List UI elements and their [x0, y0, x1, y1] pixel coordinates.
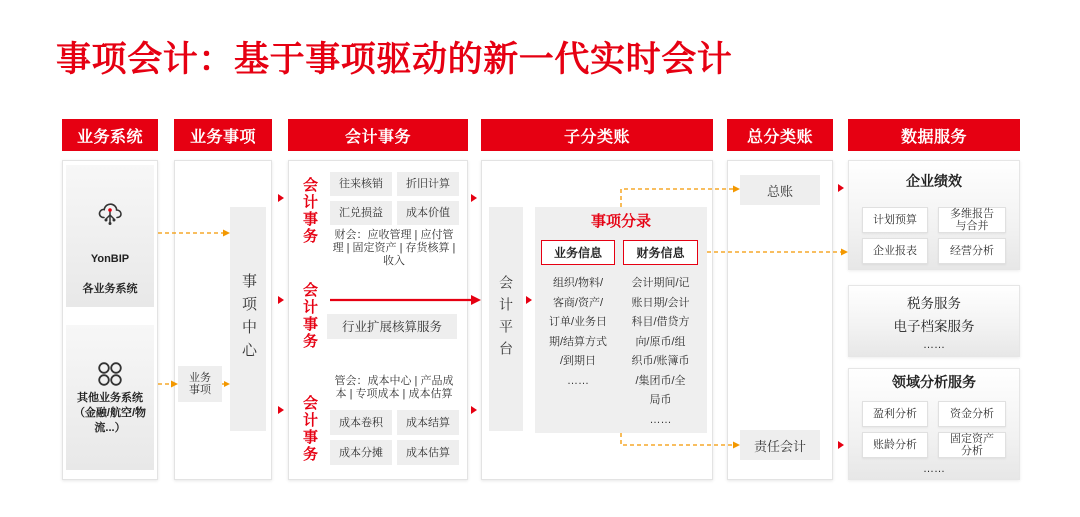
arrowhead-icon	[471, 295, 481, 305]
header-data-services: 数据服务	[848, 119, 1020, 151]
affairs-tag-industry: 会计事务	[301, 282, 318, 350]
industry-extension-service-box: 行业扩展核算服务	[327, 314, 457, 339]
enterprise-performance-title: 企业绩效	[906, 173, 962, 189]
analysis-item: 资金分析	[938, 401, 1006, 427]
analysis-more-label: ……	[923, 463, 945, 475]
event-entry-title: 事项分录	[590, 213, 651, 230]
page-title: 事项会计：基于事项驱动的新一代实时会计	[56, 40, 733, 79]
affair-item: 成本卷积	[330, 410, 392, 435]
arrow-right-icon	[278, 296, 284, 304]
other-systems-label: 其他业务系统 （金融/航空/物 流...）	[73, 392, 147, 434]
affair-item: 成本价值	[397, 201, 459, 225]
business-info-label: 业务信息	[541, 240, 615, 265]
affair-item: 成本结算	[397, 410, 459, 435]
header-general-ledger: 总分类账	[727, 119, 833, 151]
affairs-tag-management: 会计事务	[301, 395, 318, 463]
general-ledger-box: 总账	[740, 175, 820, 205]
financial-info-fields: 会计期间/记 账日期/会计 科目/借贷方 向/原币/组 织币/账簿币 /集团币/全 局币 ……	[631, 277, 690, 426]
analysis-item: 账龄分析	[862, 432, 928, 458]
event-center-label: 事项中心	[240, 273, 257, 365]
analysis-item: 固定资产 分析	[938, 432, 1006, 458]
affair-item: 成本分摊	[330, 440, 392, 465]
arrow-right-icon	[278, 194, 284, 202]
header-accounting-affairs: 会计事务	[288, 119, 468, 151]
arrowhead-icon	[841, 249, 848, 256]
arrow-right-icon	[471, 194, 477, 202]
yonbip-systems-label: 各业务系统	[82, 283, 138, 295]
business-event-box: 业务 事项	[178, 366, 222, 402]
affair-item: 汇兑损益	[330, 201, 392, 225]
performance-item: 计划预算	[862, 207, 928, 233]
tax-service-label: 税务服务	[907, 296, 961, 311]
yonbip-label	[66, 237, 154, 312]
services-more-label: ……	[923, 339, 945, 351]
responsibility-accounting-box: 责任会计	[740, 430, 820, 460]
cloud-network-icon	[96, 199, 124, 227]
arrow-right-icon	[471, 406, 477, 414]
performance-item: 企业报表	[862, 238, 928, 264]
analysis-item: 盈利分析	[862, 401, 928, 427]
domain-analysis-title: 领域分析服务	[892, 374, 976, 390]
affairs-tag-financial: 会计事务	[301, 177, 318, 245]
accounting-platform-label: 会计平台	[498, 275, 514, 363]
header-business-systems: 业务系统	[62, 119, 158, 151]
e-archive-service-label: 电子档案服务	[893, 319, 975, 334]
affair-item: 往来核销	[330, 172, 392, 196]
accounting-platform-box	[489, 207, 523, 431]
business-info-fields: 组织/物料/ 客商/资产/ 订单/业务日 期/结算方式 /到期日 ……	[548, 277, 608, 387]
event-center-box	[230, 207, 266, 431]
four-circles-icon	[97, 361, 123, 387]
header-subledger: 子分类账	[481, 119, 713, 151]
arrow-right-icon	[838, 184, 844, 192]
header-business-events: 业务事项	[174, 119, 272, 151]
performance-item: 多维报告 与合并	[938, 207, 1006, 233]
arrow-right-icon	[838, 441, 844, 449]
performance-item: 经营分析	[938, 238, 1006, 264]
yonbip-name: YonBIP	[90, 253, 130, 265]
financial-info-label: 财务信息	[623, 240, 698, 265]
management-accounting-note: 管会：成本中心 | 产品成 本 | 专项成本 | 成本估算	[334, 375, 454, 400]
affair-item: 成本估算	[397, 440, 459, 465]
affair-item: 折旧计算	[397, 172, 459, 196]
arrow-right-icon	[278, 406, 284, 414]
financial-accounting-note: 财会：应收管理 | 应付管 理 | 固定资产 | 存货核算 | 收入	[332, 229, 456, 267]
